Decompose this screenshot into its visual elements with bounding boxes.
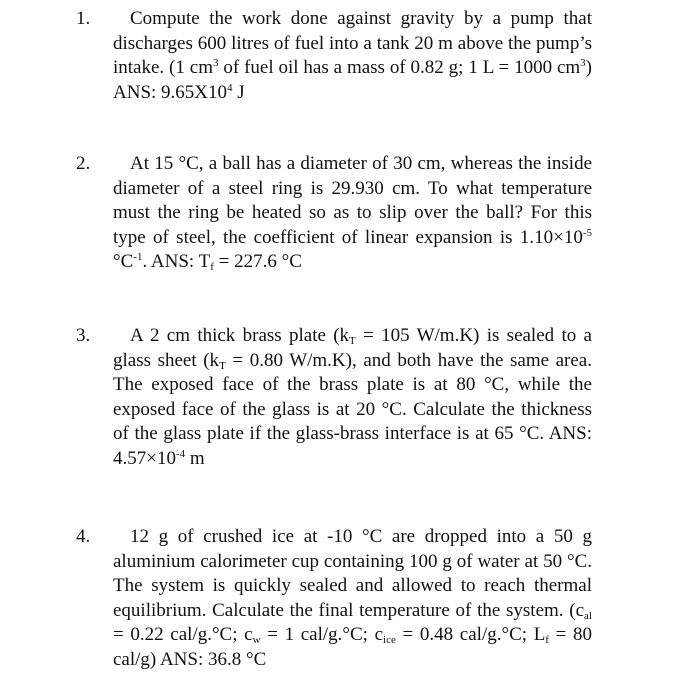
subscript: T: [349, 335, 356, 347]
problem-text: [113, 525, 592, 672]
text-run: = 1 cal/g.°C; c: [260, 624, 384, 645]
text-run: = 0.22 cal/g.°C; c: [113, 624, 253, 645]
subscript: T: [219, 359, 226, 372]
text-run: Compute the work done against gravity by a pump that discharges 600 litres of fuel into a tank 20 m above the pump’s intake. (1 cm: [113, 8, 592, 78]
superscript: -1: [133, 251, 143, 263]
text-run: 12 g of crushed ice at -10 °C are dropped into a 50 g aluminium calorimeter cup containing 100 g of water at 50 °C. The system is quickly sealed and allowed to reach thermal equilibrium. Calculate the final temperature of the system. (c: [113, 526, 592, 621]
superscript: 3: [580, 57, 586, 69]
superscript: 3: [212, 57, 219, 69]
text-run: = 105 W/m.K) is sealed to a glass sheet (k: [113, 325, 592, 371]
text-run: = 80 cal/g) ANS: 36.8 °C: [113, 624, 592, 670]
problem-number: 3.: [76, 325, 91, 346]
problem-text: [113, 152, 592, 275]
text-run: = 0.48 cal/g.°C; L: [395, 624, 546, 645]
text-run: °C: [113, 251, 134, 272]
superscript: 4: [227, 81, 233, 94]
text-run: J: [232, 81, 245, 103]
problem-text: [113, 324, 592, 471]
subscript: al: [584, 609, 592, 622]
text-run: = 227.6 °C: [213, 251, 302, 272]
subscript: ice: [383, 634, 396, 646]
text-run: = 0.80 W/m.K), and both have the same area. The exposed face of the brass plate is at 80 °C, while the exposed face of the glass is at 20 °C. Calculate the thickness of the glass plate if the glass-brass interface is at 65 °C. ANS: 4.57×10: [113, 349, 592, 469]
text-run: A 2 cm thick brass plate (k: [130, 325, 350, 346]
problem-number: 2.: [76, 153, 91, 174]
subscript: f: [545, 634, 549, 646]
superscript: -4: [175, 447, 186, 460]
subscript: f: [210, 261, 214, 273]
problem-number: 4.: [76, 526, 91, 547]
text-run: m: [185, 447, 205, 469]
text-run: ) ANS: 9.65X10: [113, 57, 592, 103]
subscript: w: [252, 634, 261, 646]
problem-number: 1.: [76, 8, 91, 29]
problem-text: [113, 7, 592, 105]
text-run: of fuel oil has a mass of 0.82 g; 1 L = 1000 cm: [218, 57, 581, 78]
superscript: -5: [582, 226, 592, 239]
text-run: At 15 °C, a ball has a diameter of 30 cm, whereas the inside diameter of a steel ring is 29.930 cm. To what temperature must the ring be heated so as to slip over the ball? For this type of steel, the coefficient of linear expansion is 1.10×10: [113, 153, 592, 248]
text-run: . ANS: T: [142, 251, 211, 272]
